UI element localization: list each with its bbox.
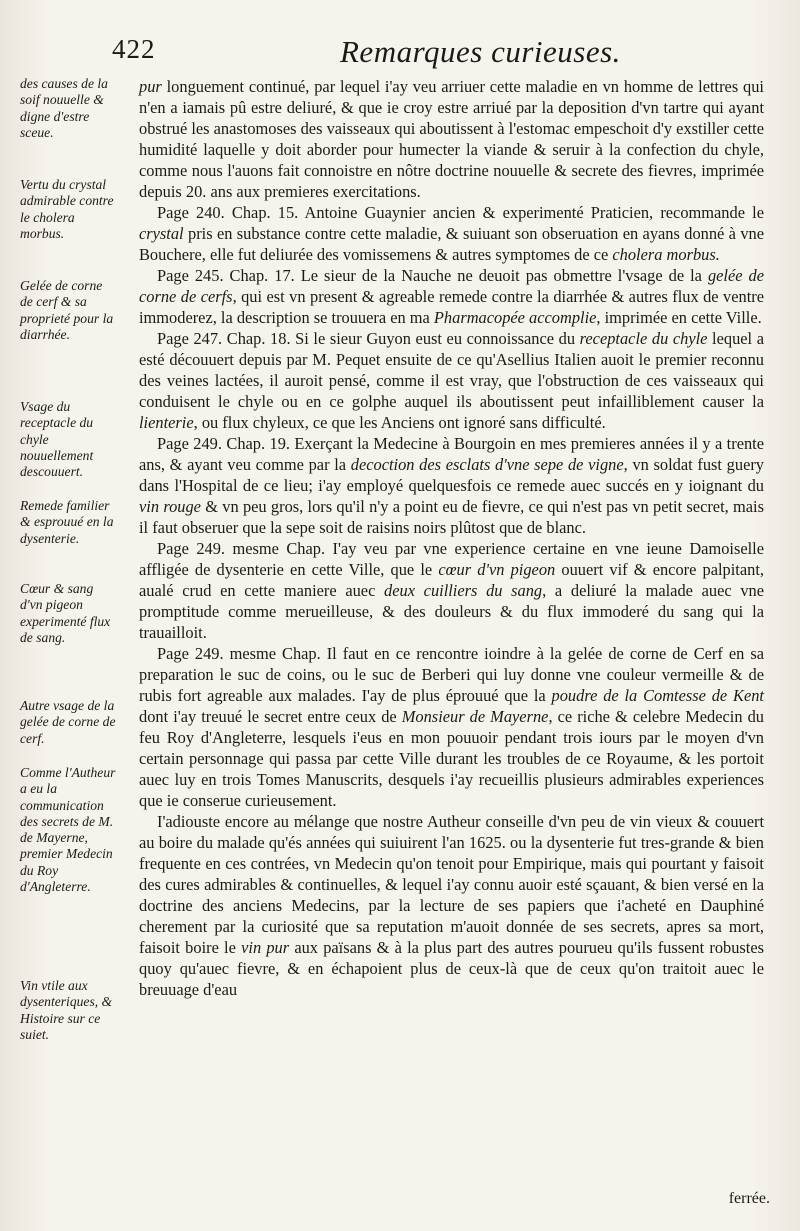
paragraph [139,202,764,265]
running-head: Remarques curieuses. [340,34,621,69]
text-run: I'adiouste encore au mélange que nostre Autheur conseille d'vn peu de vin vieux & couuert au boire du malade qu'és années qui suiuirent l'an 1625. ou la dysenterie fut tres-grande & bien frequente en ces contrées, vn Medecin qu'on tenoit pour Empirique, mais qui pourtant y faisoit des cures admirables & continuelles, & lequel i'ay connu auoir esté sçauant, & bien versé en la doctrine des anciens Medecins, par la lecture de ses papiers que i'acheté en Dauphiné cherement par la curiosité que sa reputation m'auoit donnée de ses secrets, apres sa mort, faisoit boire le [139,812,764,957]
text-run: Page 249. Chap. 19. Exerçant la Medecine à Bourgoin en mes premieres années il y a trente ans, & ayant veu comme par la [139,434,764,474]
italic-phrase: Monsieur de Mayerne [401,707,549,726]
text-run: pris en substance contre cette maladie, & suiuant son obseruation en ayans donné à vne Bouchere, elle fut deliurée des vomissemens & autres symptomes de ce [139,224,764,264]
paragraph [139,433,764,538]
italic-phrase: crystal [139,224,184,243]
text-run: Page 249. mesme Chap. Il faut en ce rencontre ioindre à la gelée de corne de Cerf en sa preparation le suc de coins, ou le suc de Berberi qui luy donne vne couleur vermeille & de rubis fort agreable aux malades. I'ay de plus éprouué que la [139,644,764,705]
margin-notes [20,76,116,1048]
text-run: dont i'ay treuué le secret entre ceux de [139,707,402,726]
text-run: , qui est vn present & agreable remede contre la diarrhée & autres flux de ventre immoderez, la description se trouuera en ma [139,287,764,327]
italic-phrase: vin rouge [139,497,201,516]
text-run: Page 247. Chap. 18. Si le sieur Guyon eust eu connoissance du [157,329,580,348]
text-run: ouuert vif & encore palpitant, aualé crud en cette maniere auec [139,560,764,600]
margin-note: Vsage du receptacle du chyle nouuellement descouuert. [20,399,94,480]
margin-note: Vertu du crystal admirable contre le cholera morbus. [20,177,114,241]
text-run: , ce riche & celebre Medecin du feu Roy d'Angleterre, lesquels i'eus en mon pouuoir pendant trois iours par le moyen d'vn certain personnage qui passa par cette Ville durant les troubles de ce Royaume, & les portoit auec luy en trois Tomes Manuscrits, desquels i'ay recueillis plusieurs admirables experiences que ie conserue curieusement. [139,707,764,810]
italic-phrase: pur [139,77,162,96]
italic-phrase: cœur d'vn pigeon [438,560,556,579]
text-run: lequel a esté découuert depuis par M. Pequet ensuite de ce qu'Asellius Italien auoit le premier reconnu des veines lactées, il auroit pensé, comme il est vray, que l'obstruction de ces vaisseaux qui conduisent le chyle ou en ce golphe auquel ils aboutissent peut infailliblement causer la [139,329,764,411]
page-number: 422 [112,34,156,64]
italic-phrase: lienterie [139,413,194,432]
italic-phrase: receptacle du chyle [579,329,708,348]
text-run: , imprimée en cette Ville. [596,308,762,327]
paragraph [139,265,764,328]
italic-phrase: cholera morbus. [612,245,720,264]
catchword: ferrée. [728,1190,770,1207]
page-header [112,26,772,70]
italic-phrase: deux cuilliers du sang [384,581,543,600]
margin-note: Remede familier & esprouué en la dysenterie. [20,498,114,546]
paragraph [139,811,764,1000]
paragraph [139,328,764,433]
text-run: Page 240. Chap. 15. Antoine Guaynier ancien & experimenté Praticien, recommande le [157,203,764,222]
main-text [139,76,764,1000]
paragraph [139,76,764,202]
text-run: , ou flux chyleux, ce que les Anciens ont ignoré sans difficulté. [193,413,606,432]
italic-phrase: gelée de corne de cerfs [139,266,764,306]
margin-note: Cœur & sang d'vn pigeon experimenté flux de sang. [20,581,111,645]
margin-note: Autre vsage de la gelée de corne de cerf. [20,698,116,746]
margin-note: Vin vtile aux dysenteriques, & Histoire sur ce suiet. [20,978,113,1042]
margin-note: Gelée de corne de cerf & sa proprieté pour la diarrhée. [20,278,114,342]
text-run: Page 245. Chap. 17. Le sieur de la Nauche ne deuoit pas obmettre l'vsage de la [157,266,708,285]
text-run: , a deliuré la malade auec vne promptitude comme merueilleuse, & des douleurs & du flux immoderé du sang qui la trauailloit. [139,581,764,642]
italic-phrase: poudre de la Comtesse de Kent [551,686,764,705]
text-run: , vn soldat fust guery dans l'Hospital de ce lieu; i'ay employé quelquesfois ce remede auec succés en y ioignant du [139,455,764,495]
margin-note: des causes de la soif nouuelle & digne d'estre sceue. [20,76,108,140]
text-run: aux païsans & à la plus part des autres pourueu qu'ils fussent robustes quoy qu'auec fievre, & en échapoient plus de ceux-là que de ceux qu'on traitoit auec le breuuage d'eau [139,938,764,999]
italic-phrase: vin pur [241,938,290,957]
italic-phrase: Pharmacopée accomplie [433,308,597,327]
italic-phrase: decoction des esclats d'vne sepe de vigne [350,455,624,474]
paragraph [139,538,764,643]
text-run: longuement continué, par lequel i'ay veu arriuer cette maladie en vn homme de lettres qui n'en a iamais pû estre deliuré, & que ie croy estre arriué par la deposition d'vn tartre qui ayant obstrué les anastomoses des vaisseaux qui aboutissent à l'estomac empeschoit d'y exstiller cette humidité laquelle y doit aborder pour humecter la viande & seruir à la confection du chyle, comme nous l'auons fait connoistre en nôtre doctrine nouuelle & secrete des fievres, imprimée depuis 20. ans aux premieres exercitations. [139,77,764,201]
text-run: & vn peu gros, lors qu'il n'y a point eu de fievre, ce qui n'est pas vn petit secret, mais il faut obseruer que la sepe soit de raisins noirs plûtost que de blanc. [139,497,764,537]
margin-note: Comme l'Autheur a eu la communication des secrets de M. de Mayerne, premier Medecin du Roy d'Angleterre. [20,765,116,895]
paragraph [139,643,764,811]
text-run: Page 249. mesme Chap. I'ay veu par vne experience certaine en vne ieune Damoiselle affligée de dysenterie en cette Ville, que le [139,539,764,579]
